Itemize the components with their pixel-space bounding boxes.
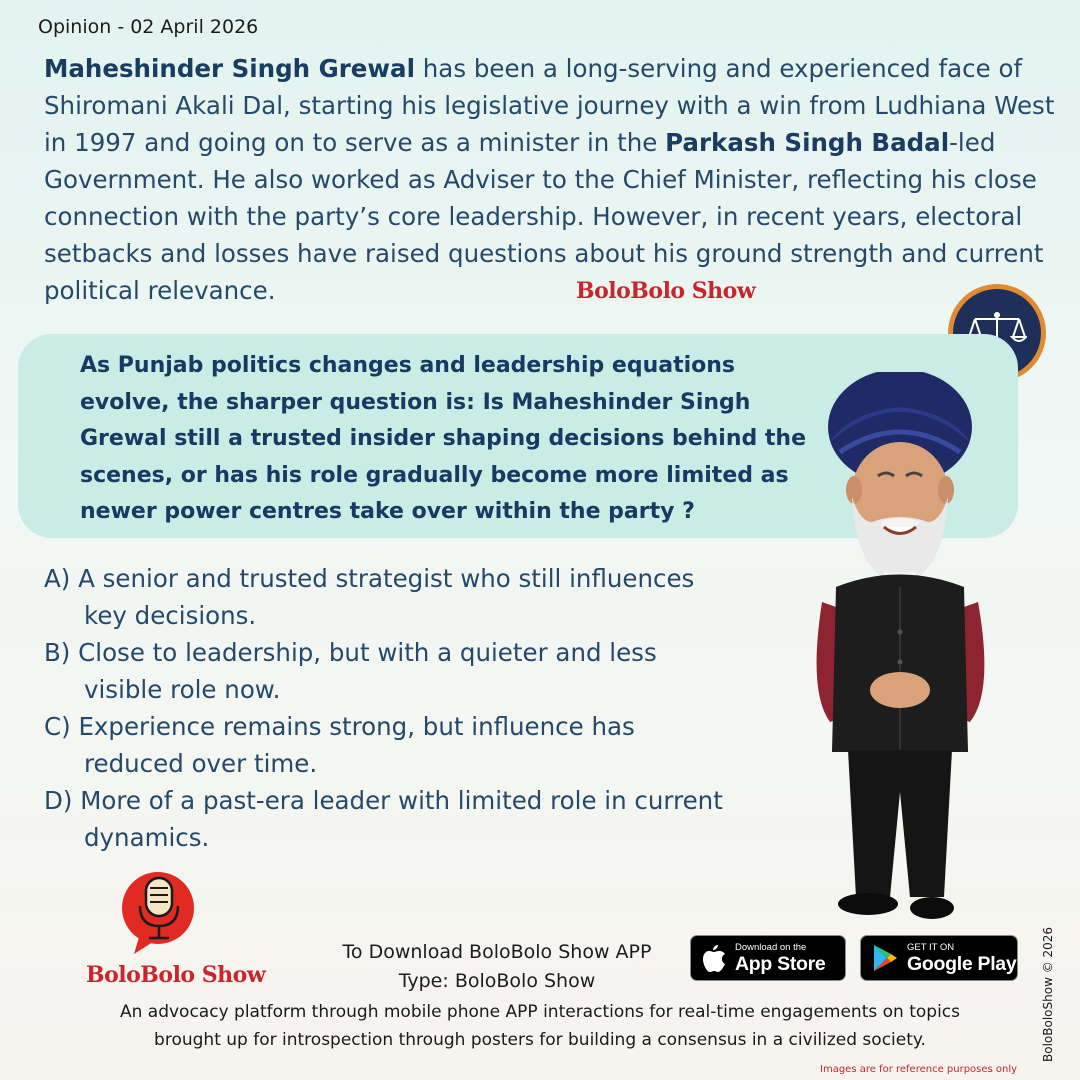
mission-line-1: An advocacy platform through mobile phone APP interactions for real-time engagements on topics [119, 1002, 960, 1022]
download-instructions [300, 938, 694, 996]
app-store-small-text: Download on the [735, 941, 807, 953]
option-a-line1: A) A senior and trusted strategist who still influences [44, 564, 695, 593]
brand-logo-text: BoloBolo Show [86, 962, 266, 988]
brand-watermark: BoloBolo Show [576, 278, 756, 304]
option-a[interactable] [44, 560, 764, 634]
google-play-icon [871, 943, 899, 973]
mission-line-2: brought up for introspection through posters for building a consensus in a civilized society. [154, 1030, 926, 1050]
question-text: As Punjab politics changes and leadership equations evolve, the sharper question is: Is Maheshinder Singh Grewal still a trusted insider shaping decisions behind the scenes, or has his role gradually become more limited as newer power centres take over within the party ? [80, 353, 806, 524]
intro-text-2: -led Government. He also worked as Adviser to the Chief Minister, reflecting his close connection with the party’s core leadership. However, in recent years, electoral setbacks and losses have raised questions about his ground strength and current political relevance. [44, 128, 1044, 305]
app-store-button[interactable] [690, 935, 846, 981]
option-d[interactable] [44, 782, 764, 856]
option-d-line1: D) More of a past-era leader with limited role in current [44, 786, 723, 815]
intro-leader: Parkash Singh Badal [665, 128, 950, 157]
download-line-1: To Download BoloBolo Show APP [342, 941, 652, 963]
caricature-illustration [800, 372, 1000, 927]
intro-text-1: has been a long-serving and experienced face of Shiromani Akali Dal, starting his legislative journey with a win from Ludhiana West in 1997 and going on to serve as a minister in the [44, 54, 1055, 157]
google-play-big-text: Google Play [907, 952, 1017, 975]
option-d-line2: dynamics. [84, 823, 210, 852]
copyright-vertical: BoloBoloShow © 2026 [1041, 926, 1055, 1062]
option-b-line1: B) Close to leadership, but with a quieter and less [44, 638, 657, 667]
intro-paragraph [44, 50, 1064, 309]
microphone-icon [120, 868, 198, 958]
google-play-button[interactable] [860, 935, 1018, 981]
option-b[interactable] [44, 634, 764, 708]
option-a-line2: key decisions. [84, 601, 257, 630]
app-store-big-text: App Store [735, 952, 826, 975]
intro-name: Maheshinder Singh Grewal [44, 54, 415, 83]
option-c-line1: C) Experience remains strong, but influence has [44, 712, 635, 741]
option-c-line2: reduced over time. [84, 749, 318, 778]
option-c[interactable] [44, 708, 764, 782]
google-play-small-text: GET IT ON [907, 941, 955, 953]
apple-icon [701, 943, 727, 973]
mission-statement [20, 998, 1060, 1054]
download-line-2: Type: BoloBolo Show [398, 970, 596, 992]
option-b-line2: visible role now. [84, 675, 281, 704]
options-list [44, 560, 764, 856]
dateline: Opinion - 02 April 2026 [38, 16, 259, 38]
disclaimer: Images are for reference purposes only [820, 1064, 1018, 1075]
